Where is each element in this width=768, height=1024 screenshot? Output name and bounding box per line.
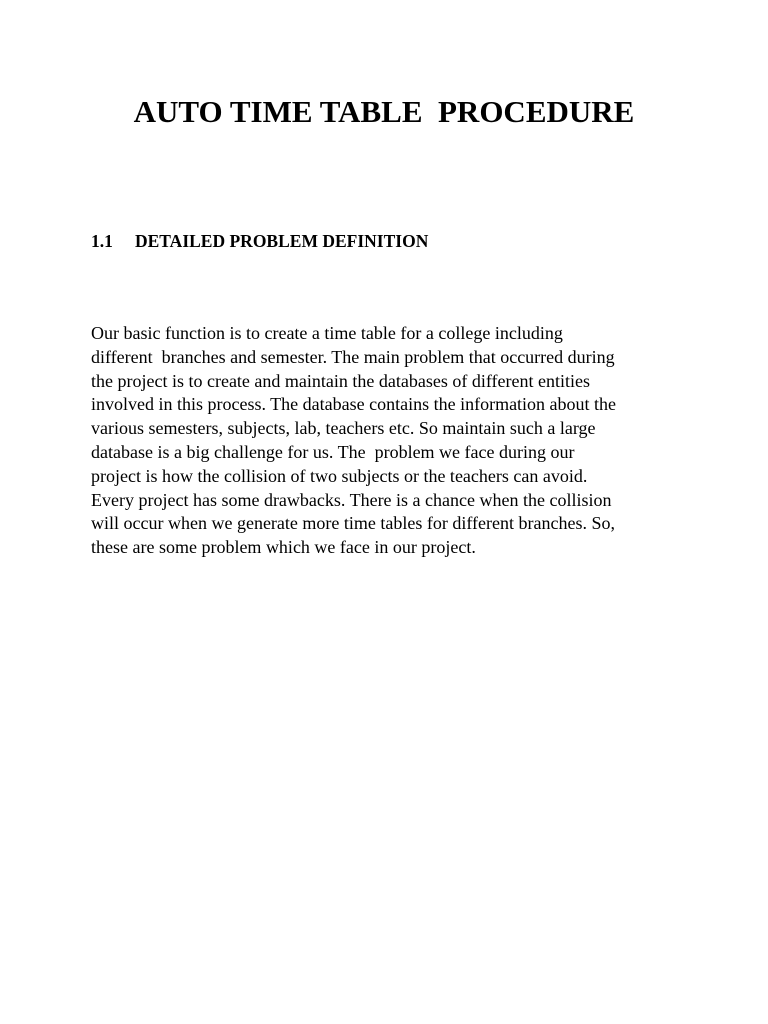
body-line: Every project has some drawbacks. There is a chance when the collision bbox=[91, 489, 612, 510]
body-line: various semesters, subjects, lab, teachers etc. So maintain such a large bbox=[91, 418, 596, 439]
body-line: project is how the collision of two subjects or the teachers can avoid. bbox=[91, 465, 588, 486]
body-line: these are some problem which we face in our project. bbox=[91, 537, 476, 558]
document-title: AUTO TIME TABLE PROCEDURE bbox=[133, 94, 635, 129]
body-paragraph bbox=[91, 322, 616, 560]
body-line: database is a big challenge for us. The problem we face during our bbox=[91, 441, 575, 462]
section-heading bbox=[91, 229, 428, 253]
body-line: different branches and semester. The main problem that occurred during bbox=[91, 346, 615, 367]
section-number: 1.1 bbox=[91, 231, 113, 251]
body-line: the project is to create and maintain the databases of different entities bbox=[91, 370, 590, 391]
body-line: Our basic function is to create a time table for a college including bbox=[91, 323, 563, 343]
body-line: will occur when we generate more time tables for different branches. So, bbox=[91, 513, 615, 534]
body-line: involved in this process. The database contains the information about the bbox=[91, 394, 617, 415]
section-heading-text: DETAILED PROBLEM DEFINITION bbox=[135, 231, 429, 251]
